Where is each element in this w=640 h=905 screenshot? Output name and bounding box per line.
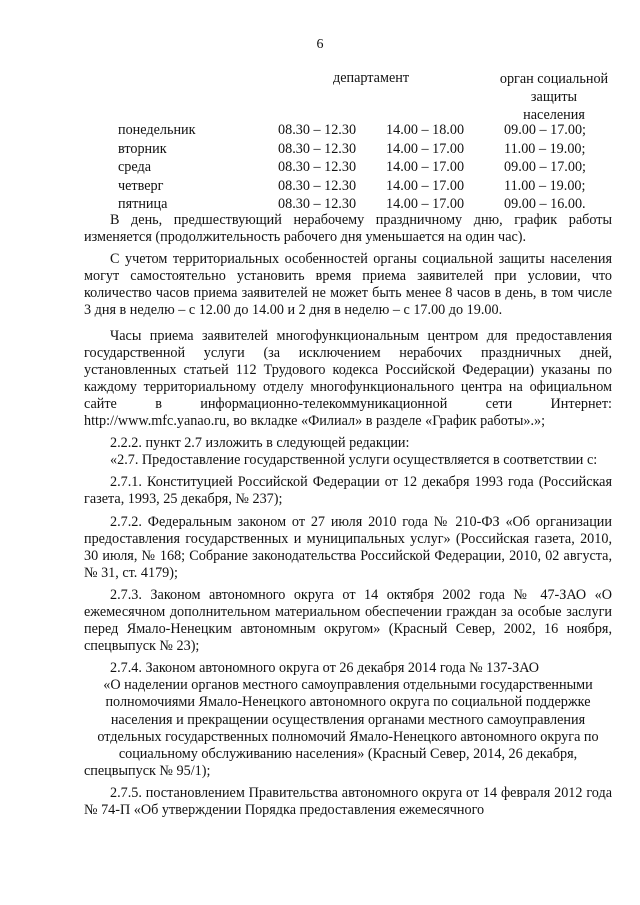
paragraph-holiday: В день, предшествующий нерабочему праздничному дню, график работы изменяется (продолжительность рабочего дня уменьшается на один час). <box>84 212 612 246</box>
schedule-time-social-org: 11.00 – 19.00; <box>504 140 586 157</box>
schedule-time-social-org: 09.00 – 17.00; <box>504 159 586 176</box>
paragraph-2-7-1: 2.7.1. Конституцией Российской Федерации от 12 декабря 1993 года (Российская газета, 1993, 25 декабря, № 237); <box>84 474 612 508</box>
schedule-row <box>118 121 624 140</box>
schedule-time-department-morning: 08.30 – 12.30 <box>278 159 357 176</box>
schedule-time-social-org: 09.00 – 16.00. <box>504 196 586 213</box>
schedule-time-department-morning: 08.30 – 12.30 <box>278 196 357 213</box>
schedule-time-department-morning: 08.30 – 12.30 <box>278 122 357 138</box>
schedule-time-department-afternoon: 14.00 – 18.00 <box>386 122 465 138</box>
paragraph-2-7-3: 2.7.3. Законом автономного округа от 14 октября 2002 года № 47-ЗАО «О ежемесячном дополнительном материальном обеспечении граждан за особые заслуги перед Ямало-Ненецким автономным округом» (Красный Север, 2002, 16 ноября, спецвыпуск № 23); <box>84 586 612 655</box>
paragraph-2-7-4-body: «О наделении органов местного самоуправления отдельными государственными полномочиями Ямало-Ненецкого автономного округа по социальной поддержке населения и прекращении осуществления органами местного самоуправления отдельных государственных полномочий Ямало-Ненецкого автономного округа по социальному обслуживанию населения» (Красный Север, 2014, 26 декабря, <box>97 677 599 762</box>
schedule-row <box>118 158 624 177</box>
schedule-header-department: департамент <box>333 70 410 86</box>
schedule-header-social-org-line: орган социальной <box>499 71 609 87</box>
page-number: 6 <box>316 37 324 52</box>
schedule-day: среда <box>118 159 152 176</box>
schedule-row <box>118 140 624 159</box>
schedule-time-department-afternoon: 14.00 – 17.00 <box>386 177 465 194</box>
schedule-time-department-afternoon: 14.00 – 17.00 <box>386 196 465 213</box>
schedule-day: вторник <box>118 140 167 157</box>
paragraph-territorial: С учетом территориальных особенностей органы социальной защиты населения могут самостоятельно установить время приема заявителей при условии, что количество часов приема заявителей не может быть менее 8 часов в день, в том числе 3 дня в неделю – с 12.00 до 14.00 и 2 дня в неделю – с 17.00 до 19.00. <box>84 251 612 319</box>
paragraph-2-7-4-first: 2.7.4. Законом автономного округа от 26 декабря 2014 года № 137-ЗАО <box>110 660 540 677</box>
schedule-day: понедельник <box>118 122 196 138</box>
schedule-time-department-afternoon: 14.00 – 17.00 <box>386 140 465 157</box>
schedule-header-social-org-line: защиты <box>530 89 578 105</box>
paragraph-2-7-4-last: спецвыпуск № 95/1); <box>84 762 211 779</box>
schedule-time-department-morning: 08.30 – 12.30 <box>278 177 357 194</box>
schedule-time-department-afternoon: 14.00 – 17.00 <box>386 159 465 176</box>
schedule-time-social-org: 09.00 – 17.00; <box>504 122 586 138</box>
paragraph-2-2-2: 2.2.2. пункт 2.7 изложить в следующей редакции: <box>110 435 410 452</box>
schedule-header-social-org <box>488 70 620 124</box>
schedule-day: пятница <box>118 196 168 213</box>
schedule-table <box>118 121 624 214</box>
paragraph-2-7: «2.7. Предоставление государственной услуги осуществляется в соответствии с: <box>110 452 598 469</box>
document-body <box>84 212 612 819</box>
schedule-time-department-morning: 08.30 – 12.30 <box>278 140 357 157</box>
schedule-time-social-org: 11.00 – 19.00; <box>504 177 586 194</box>
schedule-header-social-org-line: населения <box>523 107 585 123</box>
paragraph-mfc: Часы приема заявителей многофункциональным центром для предоставления государственной услуги (за исключением нерабочих праздничных дней, установленных статьей 112 Трудового кодекса Российской Федерации) указаны по каждому территориальному отделу многофункционального центра на официальном сайте в информационно-телекоммуникационной сети Интернет: http://www.mfc.yanao.ru, во вкладке «Филиал» в разделе «График работы».»; <box>84 327 612 430</box>
paragraph-2-7-2: 2.7.2. Федеральным законом от 27 июля 2010 года № 210-ФЗ «Об организации предоставления государственных и муниципальных услуг» (Российская газета, 2010, 30 июля, № 168; Собрание законодательства Российской Федерации, 2010, 02 августа, № 31, ст. 4179); <box>84 513 612 581</box>
paragraph-2-7-5: 2.7.5. постановлением Правительства автономного округа от 14 февраля 2012 года № 74-П «Об утверждении Порядка предоставления ежемесячного <box>84 784 612 818</box>
schedule-day: четверг <box>118 177 164 194</box>
schedule-row <box>118 177 624 196</box>
